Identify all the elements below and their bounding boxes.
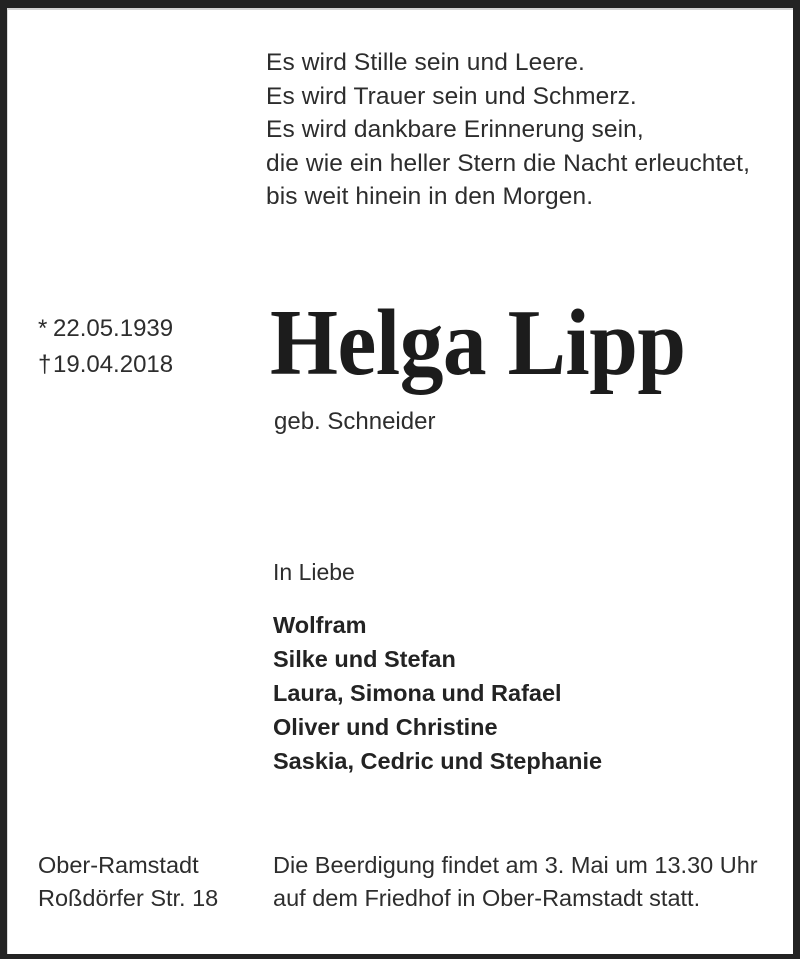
- poem-line-3: Es wird dankbare Erinnerung sein,: [266, 116, 644, 143]
- birth-star-icon: *: [38, 315, 48, 342]
- mourners-block: [273, 558, 602, 778]
- birth-date-value: 22.05.1939: [53, 315, 174, 342]
- footer-street: Roßdörfer Str. 18: [38, 885, 219, 911]
- notice-inner-frame: [7, 8, 793, 954]
- death-cross-icon: †: [38, 351, 52, 378]
- mourner-name: Silke und Stefan: [273, 646, 456, 672]
- life-dates: [38, 311, 173, 383]
- mourners-name-list: [273, 608, 602, 778]
- memorial-poem: [266, 46, 750, 214]
- service-line-1: Die Beerdigung findet am 3. Mai um 13.30 Uhr: [273, 852, 758, 878]
- mourner-name: Saskia, Cedric und Stephanie: [273, 748, 603, 774]
- footer-city: Ober-Ramstadt: [38, 852, 199, 878]
- deceased-name-block: [270, 291, 770, 436]
- service-line-2: auf dem Friedhof in Ober-Ramstadt statt.: [273, 885, 701, 911]
- birth-date-line: [38, 311, 173, 347]
- poem-line-4: die wie ein heller Stern die Nacht erleuchtet,: [266, 149, 750, 177]
- poem-line-1: Es wird Stille sein und Leere.: [266, 49, 585, 76]
- mourner-name: Oliver und Christine: [273, 714, 498, 740]
- deceased-name: Helga Lipp: [270, 291, 686, 395]
- footer-address: [38, 849, 218, 915]
- death-date-value: 19.04.2018: [53, 351, 174, 378]
- mourners-intro: In Liebe: [273, 559, 355, 585]
- mourner-name: Laura, Simona und Rafael: [273, 680, 562, 706]
- maiden-name: geb. Schneider: [274, 408, 436, 435]
- footer-service-details: [273, 849, 758, 915]
- mourner-name: Wolfram: [273, 612, 367, 638]
- poem-line-2: Es wird Trauer sein und Schmerz.: [266, 82, 637, 110]
- poem-line-5: bis weit hinein in den Morgen.: [266, 183, 594, 210]
- death-date-line: [38, 347, 173, 383]
